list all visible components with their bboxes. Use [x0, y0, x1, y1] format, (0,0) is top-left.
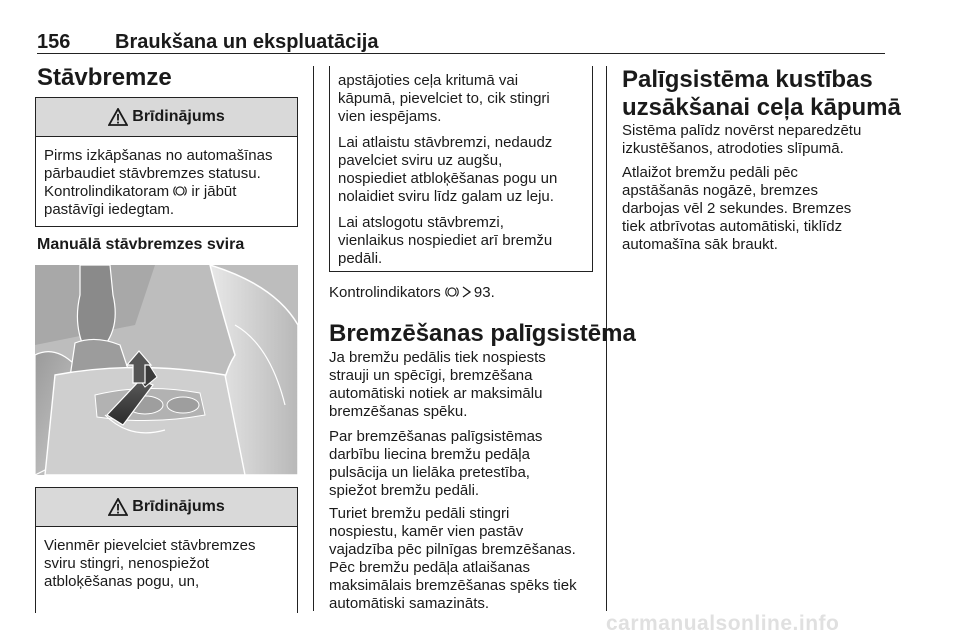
text-line: tiek atbrīvotas automātiski, tiklīdz	[622, 218, 843, 235]
text-line: bremzēšanas spēku.	[329, 403, 468, 420]
text-line: Turiet bremžu pedāli stingri	[329, 505, 510, 522]
text-line: apstāšanās nogāzē, bremzes	[622, 182, 818, 199]
subheading-manual-lever: Manuālā stāvbremzes svira	[37, 236, 245, 253]
section-title-parking-brake: Stāvbremze	[37, 64, 172, 91]
warning-body	[36, 527, 297, 591]
text-line: darbojas vēl 2 sekundes. Bremzes	[622, 200, 852, 217]
text-line: atbloķēšanas pogu, un,	[44, 573, 200, 590]
text-line: Par bremzēšanas palīgsistēmas	[329, 428, 543, 445]
text-line: Pēc bremžu pedāļa atlaišanas	[329, 559, 530, 576]
page-reference-arrow-icon[interactable]	[462, 286, 471, 298]
section-title-brake-assist: Bremzēšanas palīgsistēma	[329, 320, 636, 347]
text-line: nospiestu, kamēr vien pastāv	[329, 523, 524, 540]
page-reference-link[interactable]: 93.	[473, 284, 495, 301]
brake-assist-paragraph-2	[329, 428, 542, 500]
text-line: spiežot bremžu pedāli.	[329, 482, 480, 499]
parking-brake-lever-illustration	[35, 265, 298, 475]
paragraph	[338, 134, 584, 206]
column-separator-1	[313, 66, 314, 611]
text-line: Ja bremžu pedālis tiek nospiests	[329, 349, 546, 366]
paragraph	[338, 214, 584, 268]
chapter-title: Braukšana un ekspluatācija	[115, 31, 379, 53]
text-line: kāpumā, pievelciet to, cik stingri	[338, 90, 550, 107]
warning-body	[36, 137, 297, 219]
text-line: Lai atlaistu stāvbremzi, nedaudz	[338, 134, 553, 151]
title-line: uzsākšanai ceļa kāpumā	[622, 94, 901, 121]
text-line: pulsācija un lielāka pretestība,	[329, 464, 530, 481]
text-segment: Kontrolindikators	[329, 284, 441, 301]
warning-label: Brīdinājums	[132, 498, 225, 515]
text-line: pārbaudiet stāvbremzes statusu.	[44, 165, 261, 182]
warning-box-1	[35, 97, 298, 227]
text-line: maksimālais bremzēšanas spēks tiek	[329, 577, 577, 594]
text-line: nolaidiet sviru līdz galam uz leju.	[338, 188, 554, 205]
text-line: Atlaižot bremžu pedāli pēc	[622, 164, 798, 181]
text-line: darbību liecina bremžu pedāļa	[329, 446, 530, 463]
warning-triangle-icon	[108, 108, 128, 126]
text-line: sviru stingri, nenospiežot	[44, 555, 210, 572]
text-line: Lai atslogotu stāvbremzi,	[338, 214, 504, 231]
illustration-drawing	[35, 265, 298, 475]
hill-start-paragraph-1	[622, 122, 861, 158]
text-line: nospiediet atbloķēšanas pogu un	[338, 170, 558, 187]
text-line: Sistēma palīdz novērst neparedzētu	[622, 122, 862, 139]
text-line: vien iespējams.	[338, 108, 442, 125]
text-line: pedāli.	[338, 250, 383, 267]
warning-label: Brīdinājums	[132, 108, 225, 125]
paragraph	[338, 72, 584, 126]
warning-header	[36, 488, 297, 527]
text-line: pavelciet sviru uz augšu,	[338, 152, 503, 169]
parking-brake-indicator-icon	[173, 184, 187, 198]
text-segment: ir jābūt	[191, 183, 237, 200]
warning-header	[36, 98, 297, 137]
text-line: pastāvīgi iedegtam.	[44, 201, 175, 218]
hill-start-paragraph-2	[622, 164, 851, 254]
text-line: strauji un spēcīgi, bremzēšana	[329, 367, 533, 384]
header-rule	[37, 53, 885, 54]
warning-box-2	[35, 487, 298, 613]
warning-box-continued	[329, 66, 593, 272]
text-line: automātiski notiek ar maksimālu	[329, 385, 543, 402]
brake-assist-paragraph-1	[329, 349, 546, 421]
text-line	[44, 183, 289, 201]
text-line: Vienmēr pievelciet stāvbremzes	[44, 537, 256, 554]
text-line: vienlaikus nospiediet arī bremžu	[338, 232, 553, 249]
text-line: automātiski samazināts.	[329, 595, 490, 612]
title-line: Palīgsistēma kustības	[622, 66, 873, 93]
page-number: 156	[37, 31, 71, 53]
text-line: apstājoties ceļa kritumā vai	[338, 72, 519, 89]
brake-assist-paragraph-3	[329, 505, 577, 613]
text-line: automašīna sāk braukt.	[622, 236, 778, 253]
text-line: Pirms izkāpšanas no automašīnas	[44, 147, 273, 164]
text-segment: Kontrolindikatoram	[44, 183, 170, 200]
parking-brake-indicator-icon	[445, 285, 459, 299]
section-title-hill-start-assist	[622, 66, 901, 122]
text-line: izkustēšanos, atrodoties slīpumā.	[622, 140, 844, 157]
warning-body-continued	[330, 66, 592, 268]
text-line: vajadzība pēc pilnīgas bremzēšanas.	[329, 541, 576, 558]
indicator-reference	[329, 284, 495, 302]
watermark: carmanualsonline.info	[606, 612, 840, 635]
warning-triangle-icon	[108, 498, 128, 516]
